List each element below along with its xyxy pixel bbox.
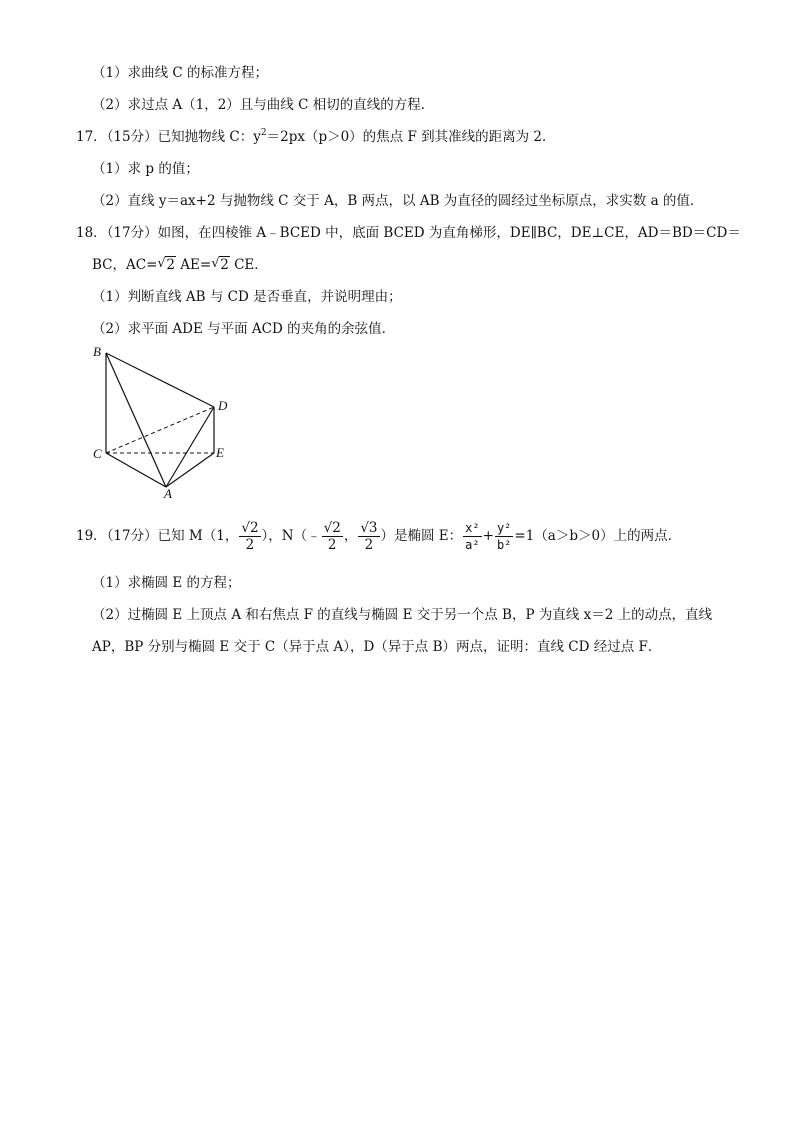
q19-score: （17分） xyxy=(106,528,158,544)
q19-stem-b: ），N（﹣ xyxy=(261,528,321,544)
q18-part2: （2）求平面 ADE 与平面 ACD 的夹角的余弦值． xyxy=(92,321,396,337)
q16-part2: （2）求过点 A（1，2）且与曲线 C 相切的直线的方程． xyxy=(92,97,435,113)
q17-stem-b: ＝2px（p＞0）的焦点 F 到其准线的距离为 2． xyxy=(266,129,556,145)
q18-stem-line2-a: BC，AC= xyxy=(92,257,158,273)
plus-sign: + xyxy=(482,528,494,544)
q18-stem-line2-c: CE． xyxy=(234,257,268,273)
q18-part1: （1）判断直线 AB 与 CD 是否垂直，并说明理由； xyxy=(92,289,402,305)
edge-CA xyxy=(106,453,166,487)
q19-stem-d: ）是椭圆 E： xyxy=(380,528,463,544)
label-C: C xyxy=(93,446,102,461)
fraction-m-y: $\frac{√2}{2}$ xyxy=(241,520,259,553)
q19-stem-a: 已知 M（1， xyxy=(157,528,239,544)
fraction-y2-b2: $\frac{\text{y²}}{\text{b²}}$ xyxy=(496,521,512,552)
q18-stem-line2 xyxy=(92,256,268,274)
q17-exponent: 2 xyxy=(260,128,267,138)
q17-part1: （1）求 p 的值； xyxy=(92,161,199,177)
fraction-n-x: $\frac{√2}{2}$ xyxy=(323,520,341,553)
q17-number: 17． xyxy=(76,129,107,145)
sqrt-symbol: √ 2 xyxy=(157,256,175,273)
label-E: E xyxy=(216,445,224,460)
q17-score: （15分） xyxy=(106,129,158,145)
q16-part1: （1）求曲线 C 的标准方程； xyxy=(92,65,269,81)
q19-part2-line2: AP，BP 分别与椭圆 E 交于 C（异于点 A），D（异于点 B）两点，证明：直线 CD 经过点 F． xyxy=(92,639,662,655)
edge-CD-hidden xyxy=(106,407,214,453)
q18-stem xyxy=(76,224,741,242)
edge-BD xyxy=(106,353,214,407)
q19-stem-e: =1（a＞b＞0）上的两点． xyxy=(514,528,682,544)
q18-stem-line2-b: AE= xyxy=(180,257,212,273)
q18-score: （17分） xyxy=(106,225,158,241)
label-B: B xyxy=(93,344,101,359)
label-D: D xyxy=(218,398,228,413)
pyramid-figure xyxy=(86,340,246,500)
edge-BA xyxy=(106,353,166,487)
sqrt-symbol: √ 2 xyxy=(211,256,229,273)
edge-EA xyxy=(166,453,214,487)
fraction-x2-a2: $\frac{\text{x²}}{\text{a²}}$ xyxy=(465,521,480,552)
q17-stem xyxy=(76,128,556,146)
q19-stem-c: ， xyxy=(343,528,358,544)
q19-part1: （1）求椭圆 E 的方程； xyxy=(92,575,241,591)
label-A: A xyxy=(164,486,172,500)
q18-number: 18． xyxy=(76,225,107,241)
fraction-n-y: $\frac{√3}{2}$ xyxy=(360,520,378,553)
q17-stem-a: 已知抛物线 C：y xyxy=(157,129,261,145)
q19-number: 19． xyxy=(76,528,107,544)
edge-DA xyxy=(166,407,214,487)
q17-part2: （2）直线 y＝ax+2 与抛物线 C 交于 A，B 两点，以 AB 为直径的圆经过坐标原点，求实数 a 的值． xyxy=(92,193,704,209)
q18-stem-line1: 如图，在四棱锥 A﹣BCED 中，底面 BCED 为直角梯形，DE∥BC，DE⊥CE，AD＝BD＝CD＝ xyxy=(157,225,741,241)
q19-part2-line1: （2）过椭圆 E 上顶点 A 和右焦点 F 的直线与椭圆 E 交于另一个点 B，P 为直线 x＝2 上的动点，直线 xyxy=(92,607,713,623)
q19-stem xyxy=(76,518,681,554)
